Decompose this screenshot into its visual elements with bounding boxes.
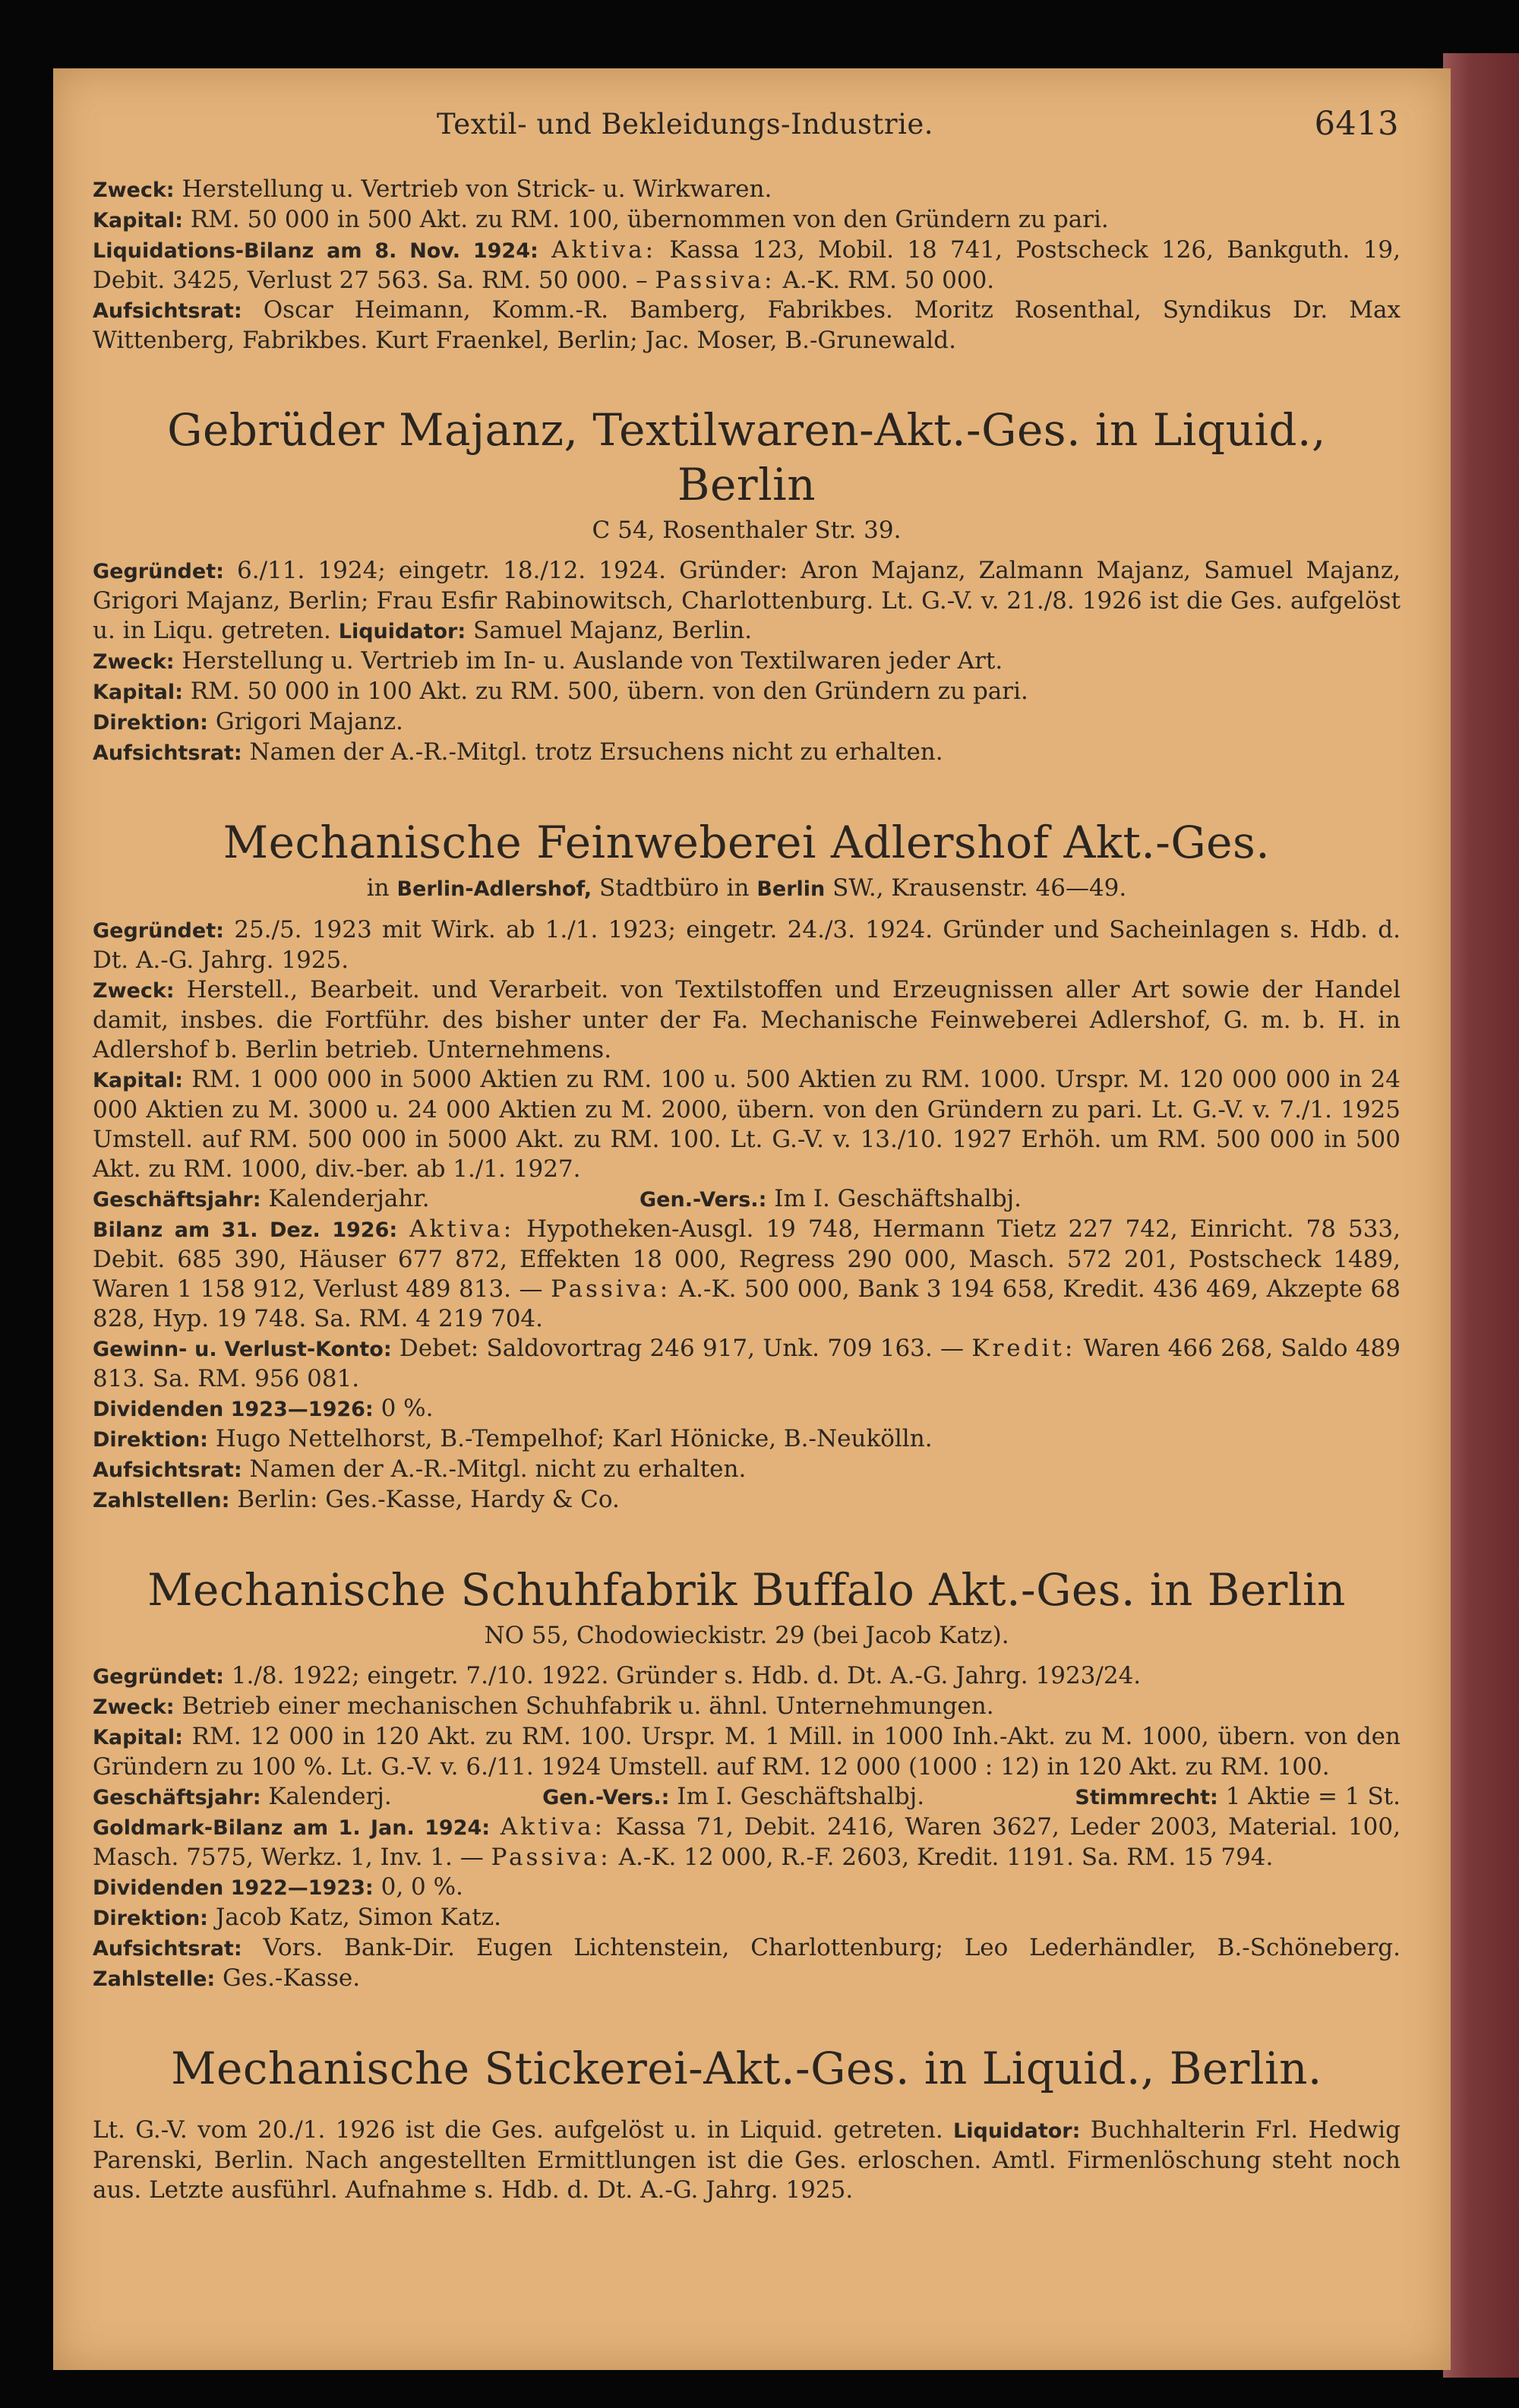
direktion-text: Hugo Nettelhorst, B.-Tempelhof; Karl Hönicke, B.-Neukölln. (215, 1425, 933, 1452)
kapital-label: Kapital: (93, 1726, 183, 1749)
zweck-para (93, 646, 1401, 677)
direktion-para (93, 1903, 1401, 1933)
zweck-label: Zweck: (93, 650, 175, 674)
bilanz-para (93, 1215, 1401, 1334)
direktion-label: Direktion: (93, 1907, 208, 1930)
liquidation-para (93, 2116, 1401, 2205)
aufsichtsrat-para (93, 1933, 1401, 1994)
book-spine-edge (1443, 53, 1519, 2378)
bilanz-para (93, 235, 1401, 295)
passiva-label: Passiva: (551, 1275, 671, 1303)
page-content (93, 175, 1401, 2205)
direktion-text: Jacob Katz, Simon Katz. (215, 1904, 501, 1931)
liquidator-label: Liquidator: (953, 2119, 1081, 2143)
kapital-text: RM. 12 000 in 120 Akt. zu RM. 100. Urspr. M. 1 Mill. in 1000 Inh.-Akt. zu M. 1000, übern. von den Gründern zu 100 %. Lt. G.-V. v. 6./11. 1924 Umstell. auf RM. 12 000 (1000 : 12) in 120 Akt. zu RM. 100. (93, 1723, 1401, 1781)
zweck-text: Herstell., Bearbeit. und Verarbeit. von Textilstoffen und Erzeugnissen aller Art sowie der Handel damit, insbes. die Fortführ. des bisher unter der Fa. Mechanische Feinweberei Adlershof, G. m. b. H. in Adlershof b. Berlin betrieb. Unternehmens. (93, 976, 1401, 1063)
kapital-label: Kapital: (93, 1069, 183, 1092)
spacer (93, 768, 1401, 815)
spacer (93, 2096, 1401, 2116)
kapital-text: RM. 1 000 000 in 5000 Aktien zu RM. 100 u. 500 Aktien zu RM. 1000. Urspr. M. 120 000 000 in 24 000 Aktien zu M. 3000 u. 24 000 Aktien zu M. 2000, übern. von den Gründern zu pari. Lt. G.-V. v. 7./1. 1925 Umstell. auf RM. 500 000 in 5000 Akt. zu RM. 100. Lt. G.-V. v. 13./10. 1927 Erhöh. um RM. 500 000 in 500 Akt. zu RM. 1000, div.-ber. ab 1./1. 1927. (93, 1066, 1401, 1183)
running-header-title: Textil- und Bekleidungs-Industrie. (437, 108, 934, 141)
geschaeftsjahr-text: Kalenderjahr. (268, 1185, 430, 1212)
aufsichtsrat-label: Aufsichtsrat: (93, 741, 242, 765)
debet-text: Saldovortrag 246 917, Unk. 709 163. — (486, 1335, 965, 1362)
geschaeftsjahr-genvers-row (93, 1184, 1401, 1215)
direktion-text: Grigori Majanz. (215, 708, 403, 735)
stimmrecht-text: 1 Aktie = 1 St. (1225, 1783, 1401, 1810)
passiva-label: Passiva: (655, 267, 775, 294)
entry-schuhfabrik-buffalo (93, 1563, 1401, 1994)
entry-continued (93, 175, 1401, 356)
aufsichtsrat-text: Vors. Bank-Dir. Eugen Lichtenstein, Charlottenburg; Leo Lederhändler, B.-Schöneberg. (263, 1934, 1401, 1961)
guv-para (93, 1334, 1401, 1394)
aktiva-label: Aktiva: (500, 1813, 605, 1841)
passiva-text: A.-K. RM. 50 000. (782, 267, 995, 294)
bilanz-para (93, 1812, 1401, 1872)
genvers-cell (639, 1184, 1022, 1215)
geschaeftsjahr-text: Kalenderj. (268, 1783, 392, 1810)
direktion-label: Direktion: (93, 1428, 208, 1452)
kapital-text: RM. 50 000 in 500 Akt. zu RM. 100, übernommen von den Gründern zu pari. (190, 206, 1109, 233)
passiva-label: Passiva: (491, 1844, 611, 1871)
zahlstelle-label: Zahlstelle: (93, 1967, 216, 1991)
geschaeftsjahr-label: Geschäftsjahr: (93, 1786, 261, 1809)
guv-label: Gewinn- u. Verlust-Konto: (93, 1338, 392, 1361)
aufsichtsrat-label: Aufsichtsrat: (93, 1937, 242, 1961)
passiva-text: A.-K. 12 000, R.-F. 2603, Kredit. 1191. Sa. RM. 15 794. (618, 1844, 1274, 1871)
kredit-text: Waren 466 268, Saldo 489 813. Sa. RM. 956 081. (93, 1335, 1401, 1392)
genvers-text: Im I. Geschäftshalbj. (677, 1783, 925, 1810)
kapital-text: RM. 50 000 in 100 Akt. zu RM. 500, übern. von den Gründern zu pari. (190, 678, 1028, 705)
page-number: 6413 (1314, 105, 1399, 143)
entry-stickerei (93, 2041, 1401, 2205)
zweck-text: Betrieb einer mechanischen Schuhfabrik u. ähnl. Unternehmungen. (182, 1692, 994, 1720)
genvers-label: Gen.-Vers.: (542, 1786, 670, 1809)
liquidation-text: Lt. G.-V. vom 20./1. 1926 ist die Ges. aufgelöst u. in Liquid. getreten. (93, 2116, 943, 2144)
dividenden-label: Dividenden 1922—1923: (93, 1876, 374, 1900)
aufsichtsrat-para (93, 295, 1401, 356)
running-header (53, 105, 1451, 153)
direktion-para (93, 1424, 1401, 1455)
zweck-para (93, 975, 1401, 1065)
aufsichtsrat-para (93, 738, 1401, 768)
bilanz-label: Liquidations-Bilanz am 8. Nov. 1924: (93, 239, 538, 263)
kapital-label: Kapital: (93, 209, 183, 232)
location-berlin: Berlin (756, 877, 826, 901)
genvers-cell (542, 1782, 924, 1812)
aktiva-text: Kassa 123, Mobil. 18 741, Postscheck 126, Bankguth. 19, Debit. 3425, Verlust 27 563. Sa. RM. 50 000. – (93, 236, 1401, 294)
entry-address: C 54, Rosenthaler Str. 39. (592, 517, 902, 544)
aufsichtsrat-text: Namen der A.-R.-Mitgl. nicht zu erhalten. (249, 1455, 747, 1483)
dividenden-para (93, 1872, 1401, 1903)
zweck-text: Herstellung u. Vertrieb im In- u. Auslande von Textilwaren jeder Art. (182, 647, 1003, 675)
liquidator-label: Liquidator: (338, 620, 466, 643)
entry-title: Mechanische Schuhfabrik Buffalo Akt.-Ges. in Berlin (147, 1564, 1346, 1616)
aktiva-text: Kassa 71, Debit. 2416, Waren 3627, Leder 2003, Material. 100, Masch. 7575, Werkz. 1, Inv. 1. — (93, 1813, 1401, 1871)
kapital-para (93, 677, 1401, 707)
gegruendet-text: 6./11. 1924; eingetr. 18./12. 1924. Gründer: Aron Majanz, Zalmann Majanz, Samuel Majanz, Grigori Majanz, Berlin; Frau Esfir Rabinowitsch, Charlottenburg. Lt. G.-V. v. 21./8. 1926 ist die Ges. aufgelöst u. in Liqu. getreten. (93, 557, 1401, 644)
gegruendet-label: Gegründet: (93, 560, 224, 583)
stimmrecht-cell (1075, 1782, 1401, 1812)
spacer (93, 1994, 1401, 2041)
location-address: SW., Krausenstr. 46—49. (832, 874, 1127, 902)
bilanz-label: Goldmark-Bilanz am 1. Jan. 1924: (93, 1816, 491, 1840)
gegruendet-text: 25./5. 1923 mit Wirk. ab 1./1. 1923; eingetr. 24./3. 1924. Gründer und Sacheinlagen s. Hdb. d. Dt. A.-G. Jahrg. 1925. (93, 916, 1401, 974)
kapital-para (93, 1722, 1401, 1782)
location-prefix: in (366, 874, 390, 902)
aktiva-label: Aktiva: (409, 1215, 515, 1243)
direktion-label: Direktion: (93, 711, 208, 735)
spacer (93, 1515, 1401, 1563)
book-page (53, 68, 1451, 2370)
direktion-para (93, 707, 1401, 738)
entry-gebrueder-majanz (93, 403, 1401, 768)
liquidation-details: Buchhalterin Frl. Hedwig Parenski, Berlin. Nach angestellten Ermittlungen ist die Ges. erloschen. Amtl. Firmenlöschung steht noch aus. Letzte ausführl. Aufnahme s. Hdb. d. Dt. A.-G. Jahrg. 1925. (93, 2116, 1401, 2204)
spacer (93, 356, 1401, 403)
geschaeftsjahr-label: Geschäftsjahr: (93, 1188, 261, 1212)
aufsichtsrat-para (93, 1455, 1401, 1485)
geschaeftsjahr-row (93, 1782, 1401, 1812)
aufsichtsrat-label: Aufsichtsrat: (93, 299, 242, 323)
passiva-text: A.-K. 500 000, Bank 3 194 658, Kredit. 436 469, Akzepte 68 828, Hyp. 19 748. Sa. RM. 4 219 704. (93, 1275, 1401, 1332)
aufsichtsrat-text: Oscar Heimann, Komm.-R. Bamberg, Fabrikbes. Moritz Rosenthal, Syndikus Dr. Max Wittenberg, Fabrikbes. Kurt Fraenkel, Berlin; Jac. Moser, B.-Grunewald. (93, 296, 1401, 354)
zahlstelle-text: Ges.-Kasse. (223, 1964, 361, 1992)
entry-title: Mechanische Stickerei-Akt.-Ges. in Liquid., Berlin. (171, 2043, 1322, 2094)
aktiva-text: Hypotheken-Ausgl. 19 748, Hermann Tietz 227 742, Einricht. 78 533, Debit. 685 390, Häuser 677 872, Effekten 18 000, Regress 290 000, Masch. 572 201, Postscheck 1489, Waren 1 158 912, Verlust 489 813. — (93, 1215, 1401, 1303)
gegruendet-para (93, 1661, 1401, 1692)
liquidator-text: Samuel Majanz, Berlin. (472, 617, 753, 644)
genvers-text: Im I. Geschäftshalbj. (774, 1185, 1022, 1212)
kapital-label: Kapital: (93, 681, 183, 704)
stimmrecht-label: Stimmrecht: (1075, 1786, 1218, 1809)
location-city: Berlin-Adlershof, (396, 877, 592, 901)
zweck-text: Herstellung u. Vertrieb von Strick- u. Wirkwaren. (182, 175, 772, 203)
bilanz-label: Bilanz am 31. Dez. 1926: (93, 1218, 398, 1242)
aufsichtsrat-text: Namen der A.-R.-Mitgl. trotz Ersuchens nicht zu erhalten. (249, 738, 943, 766)
debet-label: Debet: (399, 1335, 479, 1362)
gegruendet-para (93, 915, 1401, 975)
zweck-para (93, 175, 1401, 205)
zweck-para (93, 1692, 1401, 1722)
location-mid: Stadtbüro in (598, 874, 750, 902)
geschaeftsjahr-cell (93, 1782, 392, 1812)
geschaeftsjahr-cell (93, 1184, 639, 1215)
entry-title: Gebrüder Majanz, Textilwaren-Akt.-Ges. in Liquid., Berlin (167, 404, 1326, 510)
entry-address: NO 55, Chodowieckistr. 29 (bei Jacob Katz). (484, 1622, 1009, 1649)
entry-title: Mechanische Feinweberei Adlershof Akt.-Ges. (223, 817, 1271, 868)
zahlstellen-label: Zahlstellen: (93, 1489, 230, 1512)
zahlstellen-para (93, 1485, 1401, 1515)
zweck-label: Zweck: (93, 979, 175, 1003)
entry-feinweberei-adlershof (93, 815, 1401, 1515)
gegruendet-label: Gegründet: (93, 1665, 224, 1689)
gegruendet-para (93, 556, 1401, 646)
zahlstellen-text: Berlin: Ges.-Kasse, Hardy & Co. (237, 1486, 620, 1513)
kredit-label: Kredit: (971, 1335, 1076, 1362)
dividenden-text: 0 %. (381, 1395, 434, 1422)
kapital-para (93, 1065, 1401, 1184)
gegruendet-text: 1./8. 1922; eingetr. 7./10. 1922. Gründer s. Hdb. d. Dt. A.-G. Jahrg. 1923/24. (231, 1662, 1142, 1689)
aufsichtsrat-label: Aufsichtsrat: (93, 1458, 242, 1482)
zweck-label: Zweck: (93, 1695, 175, 1719)
dividenden-para (93, 1394, 1401, 1424)
aktiva-label: Aktiva: (551, 236, 657, 264)
zweck-label: Zweck: (93, 179, 175, 202)
dividenden-text: 0, 0 %. (381, 1873, 463, 1901)
entry-location (93, 873, 1401, 905)
dividenden-label: Dividenden 1923—1926: (93, 1398, 374, 1421)
gegruendet-label: Gegründet: (93, 919, 224, 943)
kapital-para (93, 205, 1401, 235)
genvers-label: Gen.-Vers.: (639, 1188, 767, 1212)
